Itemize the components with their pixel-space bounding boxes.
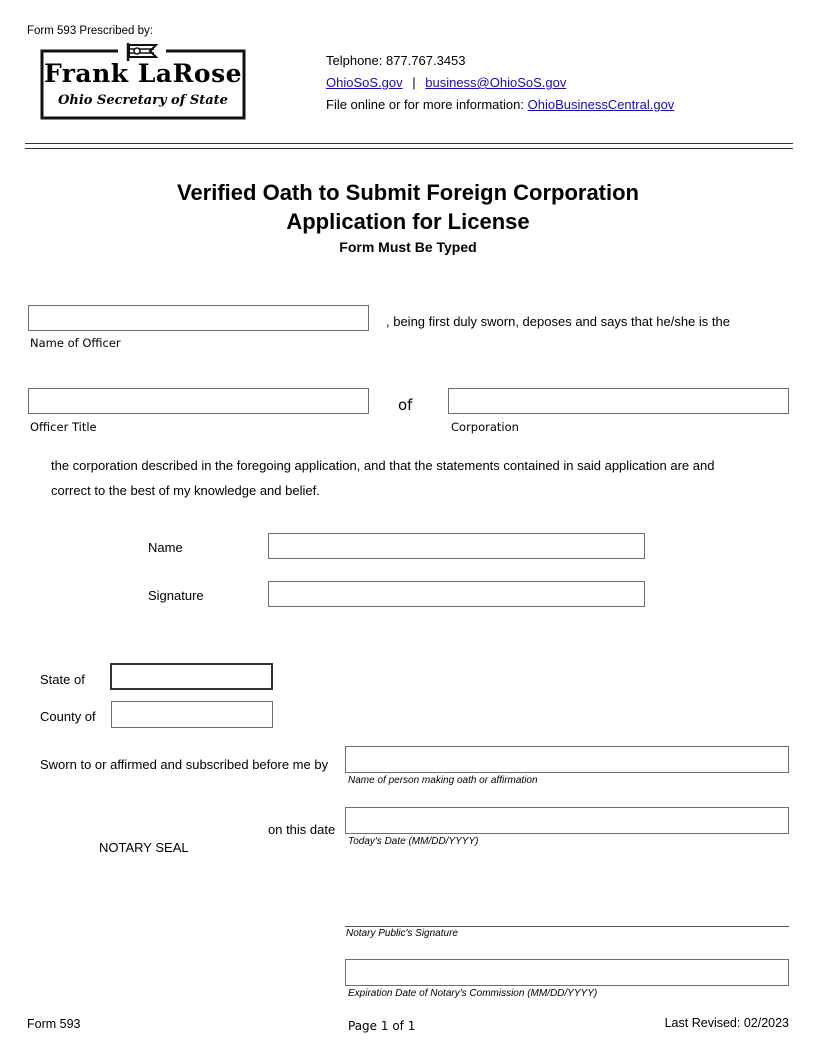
state-input[interactable] xyxy=(110,663,273,690)
today-date-caption: Today's Date (MM/DD/YYYY) xyxy=(348,836,479,847)
telephone-text: Telphone: 877.767.3453 xyxy=(326,53,466,68)
name-label: Name xyxy=(148,540,183,555)
header-divider-bottom xyxy=(25,148,793,149)
of-text: of xyxy=(398,396,413,414)
officer-name-input[interactable] xyxy=(28,305,369,331)
county-input[interactable] xyxy=(111,701,273,728)
footer-form-number: Form 593 xyxy=(27,1017,81,1031)
officer-title-label: Officer Title xyxy=(30,420,97,434)
business-central-link[interactable]: OhioBusinessCentral.gov xyxy=(527,97,675,112)
footer-last-revised: Last Revised: 02/2023 xyxy=(664,1016,789,1030)
officer-title-input[interactable] xyxy=(28,388,369,414)
notary-signature-caption: Notary Public's Signature xyxy=(346,928,458,939)
signature-label: Signature xyxy=(148,588,204,603)
notary-signature-line[interactable] xyxy=(345,926,789,927)
page-title-line2: Application for License xyxy=(286,209,530,234)
file-online-line xyxy=(326,97,674,112)
ohiosos-link[interactable]: OhioSoS.gov xyxy=(326,75,403,90)
expiration-date-input[interactable] xyxy=(345,959,789,986)
logo-name: Frank LaRose xyxy=(43,59,243,88)
state-label: State of xyxy=(40,672,85,687)
form-prescribed-label: Form 593 Prescribed by: xyxy=(27,25,153,37)
on-this-date-label: on this date xyxy=(268,822,336,837)
today-date-input[interactable] xyxy=(345,807,789,834)
person-making-oath-input[interactable] xyxy=(345,746,789,773)
person-making-oath-caption: Name of person making oath or affirmation xyxy=(348,775,538,786)
corporation-label: Corporation xyxy=(451,420,519,434)
contact-links xyxy=(326,75,566,90)
corporation-input[interactable] xyxy=(448,388,789,414)
form-typed-note: Form Must Be Typed xyxy=(339,239,477,255)
county-label: County of xyxy=(40,709,96,724)
expiration-date-caption: Expiration Date of Notary's Commission (MM/DD/YYYY) xyxy=(348,988,598,999)
statement-line-2: correct to the best of my knowledge and belief. xyxy=(51,483,320,498)
sworn-before-label: Sworn to or affirmed and subscribed before me by xyxy=(40,757,329,772)
secretary-logo xyxy=(40,43,246,121)
header-divider-top xyxy=(25,143,793,144)
notary-seal-label: NOTARY SEAL xyxy=(99,840,189,855)
file-online-text: File online or for more information: xyxy=(326,97,524,112)
officer-name-label: Name of Officer xyxy=(30,336,121,350)
statement-line-1: the corporation described in the foregoing application, and that the statements contained in said application are and xyxy=(51,458,715,473)
sworn-text: , being first duly sworn, deposes and says that he/she is the xyxy=(386,314,730,329)
email-link[interactable]: business@OhioSoS.gov xyxy=(425,75,567,90)
footer-page-number: Page 1 of 1 xyxy=(348,1019,416,1033)
signature-input[interactable] xyxy=(268,581,645,607)
link-separator: | xyxy=(412,75,416,90)
logo-subtitle: Ohio Secretary of State xyxy=(58,93,228,108)
name-input[interactable] xyxy=(268,533,645,559)
page-title: Verified Oath to Submit Foreign Corporation xyxy=(176,180,639,205)
